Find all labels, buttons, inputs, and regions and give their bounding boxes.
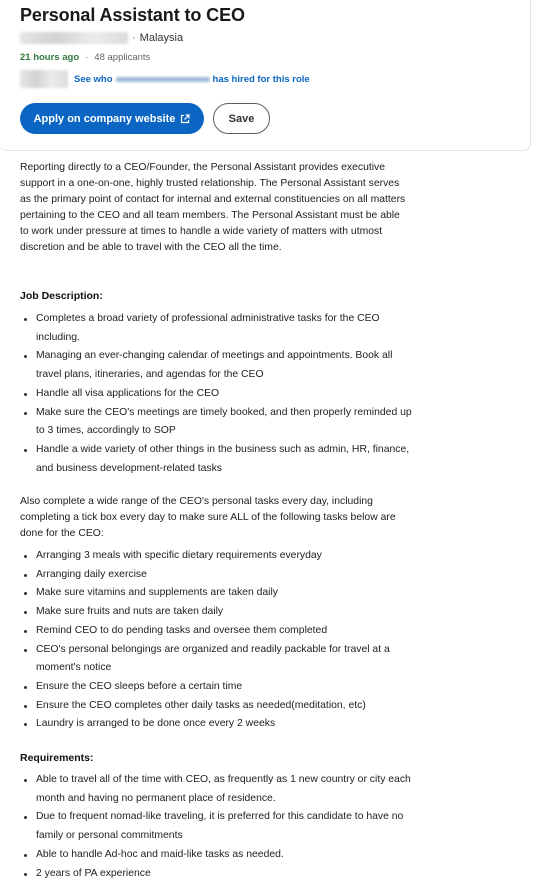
list-item: Able to handle Ad-hoc and maid-like tasks as needed. bbox=[20, 846, 412, 865]
list-item: Due to frequent nomad-like traveling, it is preferred for this candidate to have no family or personal commitments bbox=[20, 808, 412, 845]
list-item: Remind CEO to do pending tasks and oversee them completed bbox=[20, 622, 412, 641]
job-top-card bbox=[0, 0, 531, 151]
list-item: Make sure fruits and nuts are taken daily bbox=[20, 603, 412, 622]
list-item: Managing an ever-changing calendar of meetings and appointments. Book all travel plans, itineraries, and agendas for the CEO bbox=[20, 347, 412, 384]
job-description-list bbox=[20, 310, 412, 478]
company-row bbox=[20, 32, 183, 44]
list-item: Completes a broad variety of professional administrative tasks for the CEO including. bbox=[20, 310, 412, 347]
apply-button-label: Apply on company website bbox=[33, 112, 176, 125]
external-link-icon bbox=[180, 114, 190, 124]
requirements-list bbox=[20, 771, 412, 883]
separator-dot: · bbox=[132, 32, 136, 44]
applicant-count: 48 applicants bbox=[94, 52, 151, 63]
list-item: Handle all visa applications for the CEO bbox=[20, 385, 412, 404]
list-item: 2 years of PA experience bbox=[20, 865, 412, 884]
list-item: Make sure the CEO's meetings are timely booked, and then properly reminded up to 3 times, accordingly to SOP bbox=[20, 404, 412, 441]
action-buttons bbox=[20, 103, 270, 134]
hired-for-role-text[interactable]: has hired for this role bbox=[212, 73, 310, 85]
list-item: Ensure the CEO completes other daily tasks as needed(meditation, etc) bbox=[20, 697, 412, 716]
list-item: Laundry is arranged to be done once every 2 weeks bbox=[20, 715, 412, 734]
requirements-heading: Requirements: bbox=[20, 752, 94, 764]
list-item: Arranging daily exercise bbox=[20, 566, 412, 585]
separator-dot: · bbox=[85, 52, 89, 63]
job-meta bbox=[20, 52, 150, 63]
list-item: Handle a wide variety of other things in the business such as admin, HR, finance, and business development-related tasks bbox=[20, 441, 412, 478]
list-item: Ensure the CEO sleeps before a certain time bbox=[20, 678, 412, 697]
job-description-heading: Job Description: bbox=[20, 290, 103, 302]
list-item: Able to travel all of the time with CEO, as frequently as 1 new country or city each month and having no permanent place of residence. bbox=[20, 771, 412, 808]
job-location: Malaysia bbox=[139, 32, 184, 44]
job-title: Personal Assistant to CEO bbox=[20, 5, 245, 25]
personal-tasks-intro: Also complete a wide range of the CEO's personal tasks every day, including completing a tick box every day to make sure ALL of the following tasks below are done for the CEO: bbox=[20, 496, 396, 539]
list-item: Make sure vitamins and supplements are taken daily bbox=[20, 584, 412, 603]
who-hired-row[interactable] bbox=[20, 70, 310, 88]
job-intro-paragraph: Reporting directly to a CEO/Founder, the Personal Assistant provides executive support in a one-on-one, highly trusted relationship. The Personal Assistant serves as the primary point of contact for internal and external constituencies on all matters pertaining to the CEO and all team members. The Personal Assistant must be able to work under pressure at times to handle a wide variety of matters with utmost discretion and be able to travel with the CEO all the time. bbox=[20, 162, 406, 253]
personal-tasks-list bbox=[20, 547, 412, 734]
save-button[interactable]: Save bbox=[213, 103, 270, 134]
list-item: Arranging 3 meals with specific dietary requirements everyday bbox=[20, 547, 412, 566]
apply-button[interactable] bbox=[20, 103, 204, 134]
company-name-blurred bbox=[116, 77, 210, 82]
avatar-group bbox=[20, 70, 68, 88]
company-name-blurred[interactable] bbox=[20, 32, 128, 44]
see-who-link[interactable]: See who bbox=[74, 73, 113, 85]
list-item: CEO's personal belongings are organized and readily packable for travel at a moment's notice bbox=[20, 641, 412, 678]
posted-time: 21 hours ago bbox=[20, 52, 80, 63]
